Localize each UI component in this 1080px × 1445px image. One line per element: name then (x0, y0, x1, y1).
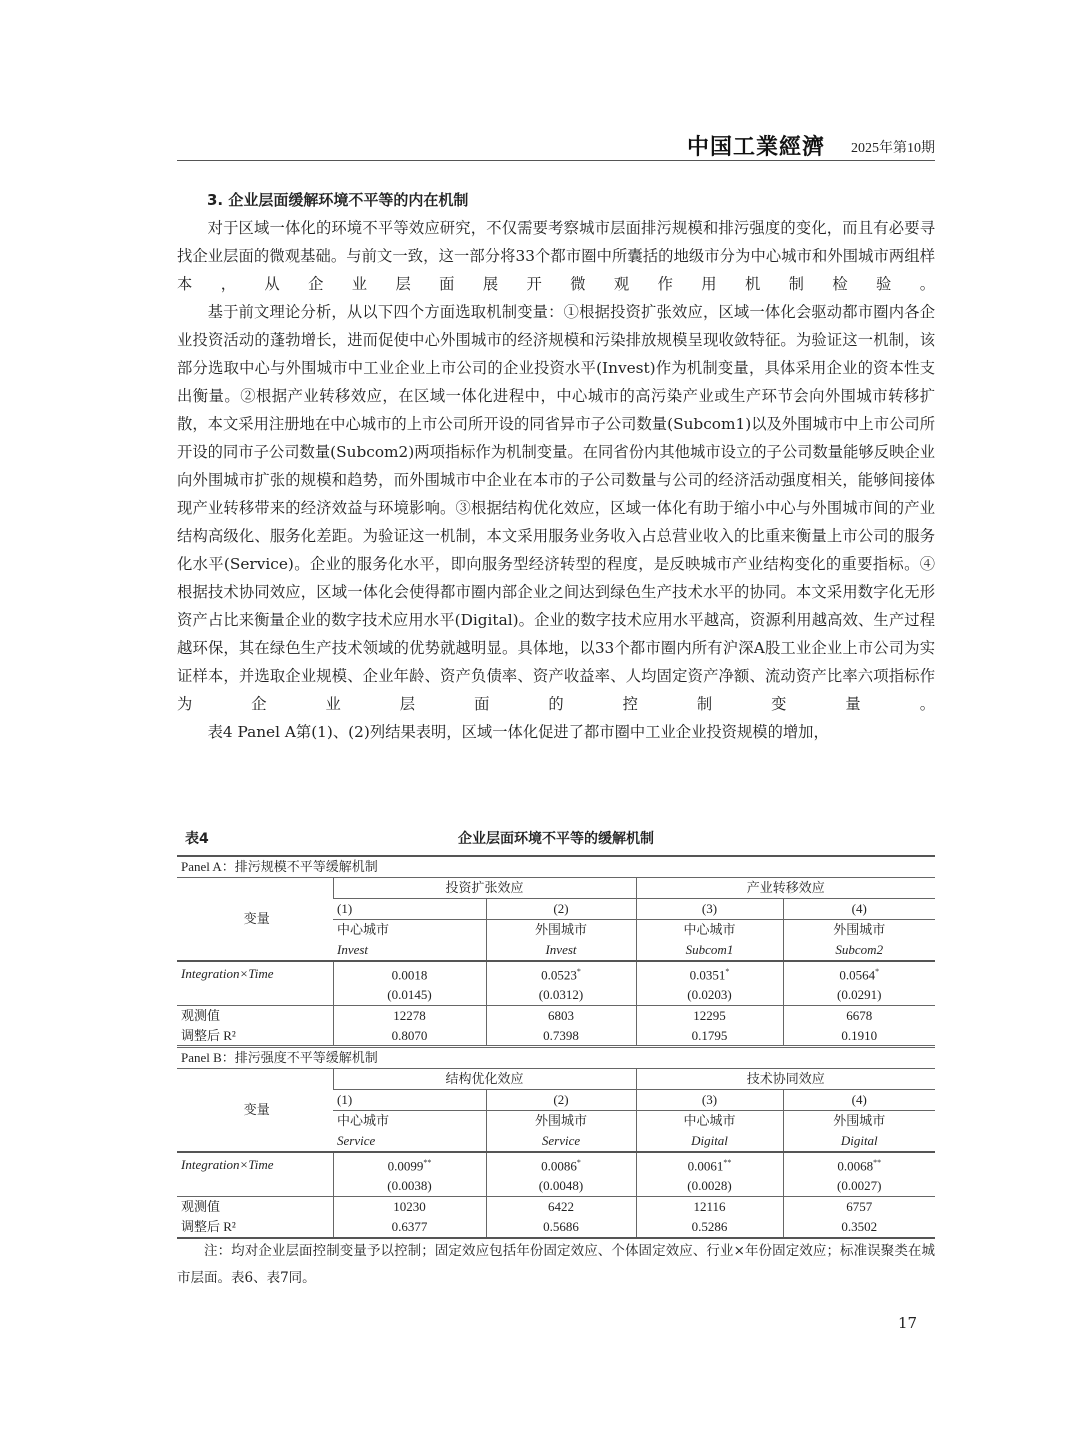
cell-vars: Service (337, 1133, 376, 1148)
cell-se: (0.0145) (333, 985, 486, 1006)
cell-coef: 0.0086* (486, 1152, 636, 1176)
table-panel-a (177, 855, 935, 1046)
cell-r2: 0.5286 (636, 1217, 783, 1238)
cell-r2: 0.8070 (333, 1026, 486, 1046)
group-header: 产业转移效应 (636, 878, 935, 899)
cell-se: (0.0028) (636, 1176, 783, 1197)
cell-se: (0.0038) (333, 1176, 486, 1197)
cell-cities: 中心城市 (636, 920, 783, 941)
coef-label: Integration×Time (177, 1152, 333, 1176)
panel-title: Panel A：排污规模不平等缓解机制 (181, 859, 378, 874)
cell-cols: (2) (486, 899, 636, 920)
cell-cols: (4) (783, 1090, 935, 1111)
group-header: 技术协同效应 (636, 1069, 935, 1090)
cell-vars: Digital (783, 1131, 935, 1152)
cell-r2: 0.3502 (783, 1217, 935, 1238)
cell-r2: 0.1795 (636, 1026, 783, 1046)
panel-title: Panel B：排污强度不平等缓解机制 (177, 1047, 935, 1069)
cell-vars: Service (486, 1131, 636, 1152)
cell-r2: 0.7398 (486, 1026, 636, 1046)
cell-coef: 0.0523* (486, 961, 636, 985)
cell-se: (0.0048) (486, 1176, 636, 1197)
cell-vars: Subcom1 (636, 940, 783, 961)
cell-cities: 外围城市 (486, 920, 636, 941)
cell-obs: 6757 (783, 1197, 935, 1218)
cell-cols: (1) (333, 899, 486, 920)
body-text (177, 186, 935, 746)
cell-vars: Subcom2 (783, 940, 935, 961)
cell-obs: 6422 (486, 1197, 636, 1218)
table-number: 表4 (185, 831, 209, 847)
cell-r2: 0.6377 (333, 1217, 486, 1238)
paragraph: 对于区域一体化的环境不平等效应研究，不仅需要考察城市层面排污规模和排污强度的变化，而且有必要寻找企业层面的微观基础。与前文一致，这一部分将33个都市圈中所囊括的地级市分为中心城市和外围城市两组样本，从企业层面展开微观作用机制检验。 (177, 219, 935, 293)
cell-coef: 0.0018 (333, 961, 486, 985)
cell-cols: (3) (636, 1090, 783, 1111)
r2-label: 调整后 R² (181, 1028, 236, 1044)
cell-vars: Digital (636, 1131, 783, 1152)
cell-r2: 0.5686 (486, 1217, 636, 1238)
cell-vars: Invest (337, 942, 369, 957)
cell-cols: (4) (783, 899, 935, 920)
cell-se: (0.0027) (783, 1176, 935, 1197)
issue-label: 2025年第10期 (851, 141, 935, 156)
table-note: 注：均对企业层面控制变量予以控制；固定效应包括年份固定效应、个体固定效应、行业×年份固定效应；标准误聚类在城市层面。表6、表7同。 (177, 1243, 935, 1286)
cell-obs: 12295 (636, 1006, 783, 1027)
cell-r2: 0.1910 (783, 1026, 935, 1046)
cell-cols: (1) (333, 1090, 486, 1111)
cell-obs: 12278 (333, 1006, 486, 1027)
journal-logo: 中国工業經濟 (686, 135, 825, 160)
cell-se: (0.0203) (636, 985, 783, 1006)
obs-label: 观测值 (177, 1006, 333, 1027)
cell-obs: 6803 (486, 1006, 636, 1027)
cell-se: (0.0312) (486, 985, 636, 1006)
cell-obs: 12116 (636, 1197, 783, 1218)
group-header: 结构优化效应 (333, 1069, 636, 1090)
cell-se: (0.0291) (783, 985, 935, 1006)
paragraph: 基于前文理论分析，从以下四个方面选取机制变量：①根据投资扩张效应，区域一体化会驱动都市圈内各企业投资活动的蓬勃增长，进而促使中心外围城市的经济规模和污染排放规模呈现收敛特征。为验证这一机制，该部分选取中心与外围城市中工业企业上市公司的企业投资水平(Invest)作为机制变量，具体采用企业的资本性支出衡量。②根据产业转移效应，在区域一体化进程中，中心城市的高污染产业或生产环节会向外围城市转移扩散，本文采用注册地在中心城市的上市公司所开设的同省异市子公司数量(Subcom1)以及外围城市中上市公司所开设的同市子公司数量(Subcom2)两项指标作为机制变量。在同省份内其他城市设立的子公司数量能够反映企业向外围城市扩张的规模和趋势，而外围城市中企业在本市的子公司数量与公司的经济活动强度相关，能够间接体现产业转移带来的经济效益与环境影响。③根据结构优化效应，区域一体化有助于缩小中心与外围城市间的产业结构高级化、服务化差距。为验证这一机制，本文采用服务业务收入占总营业收入的比重来衡量上市公司的服务化水平(Service)。企业的服务化水平，即向服务型经济转型的程度，是反映城市产业结构变化的重要指标。④根据技术协同效应，区域一体化会使得都市圈内部企业之间达到绿色生产技术水平的协同。本文采用数字化无形资产占比来衡量企业的数字技术应用水平(Digital)。企业的数字技术应用水平越高，资源利用越高效、生产过程越环保，其在绿色生产技术领域的优势就越明显。具体地，以33个都市圈内所有沪深A股工业企业上市公司为实证样本，并选取企业规模、企业年龄、资产负债率、资产收益率、人均固定资产净额、流动资产比率六项指标作为企业层面的控制变量。 (177, 303, 935, 713)
page-number: 17 (898, 1314, 918, 1332)
var-header: 变量 (177, 878, 333, 962)
cell-vars: Invest (486, 940, 636, 961)
cell-cities: 中心城市 (333, 1111, 486, 1132)
section-heading: 3. 企业层面缓解环境不平等的内在机制 (207, 191, 469, 209)
cell-cities: 中心城市 (333, 920, 486, 941)
cell-coef: 0.0061** (636, 1152, 783, 1176)
cell-cols: (2) (486, 1090, 636, 1111)
cell-cities: 外围城市 (486, 1111, 636, 1132)
cell-cities: 外围城市 (783, 920, 935, 941)
obs-label: 观测值 (177, 1197, 333, 1218)
group-header: 投资扩张效应 (333, 878, 636, 899)
table-caption (177, 828, 935, 850)
table-title: 企业层面环境不平等的缓解机制 (458, 831, 654, 847)
paragraph: 表4 Panel A第(1)、(2)列结果表明，区域一体化促进了都市圈中工业企业投资规模的增加， (207, 723, 829, 741)
cell-coef: 0.0564* (783, 961, 935, 985)
var-header: 变量 (177, 1069, 333, 1153)
r2-label: 调整后 R² (177, 1217, 333, 1238)
cell-obs: 6678 (783, 1006, 935, 1027)
coef-label: Integration×Time (177, 961, 333, 985)
cell-coef: 0.0068** (783, 1152, 935, 1176)
cell-cols: (3) (636, 899, 783, 920)
table-panel-b (177, 1045, 935, 1239)
cell-coef: 0.0351* (636, 961, 783, 985)
cell-obs: 10230 (333, 1197, 486, 1218)
cell-cities: 外围城市 (783, 1111, 935, 1132)
running-header (177, 128, 935, 161)
cell-coef: 0.0099** (333, 1152, 486, 1176)
cell-cities: 中心城市 (636, 1111, 783, 1132)
